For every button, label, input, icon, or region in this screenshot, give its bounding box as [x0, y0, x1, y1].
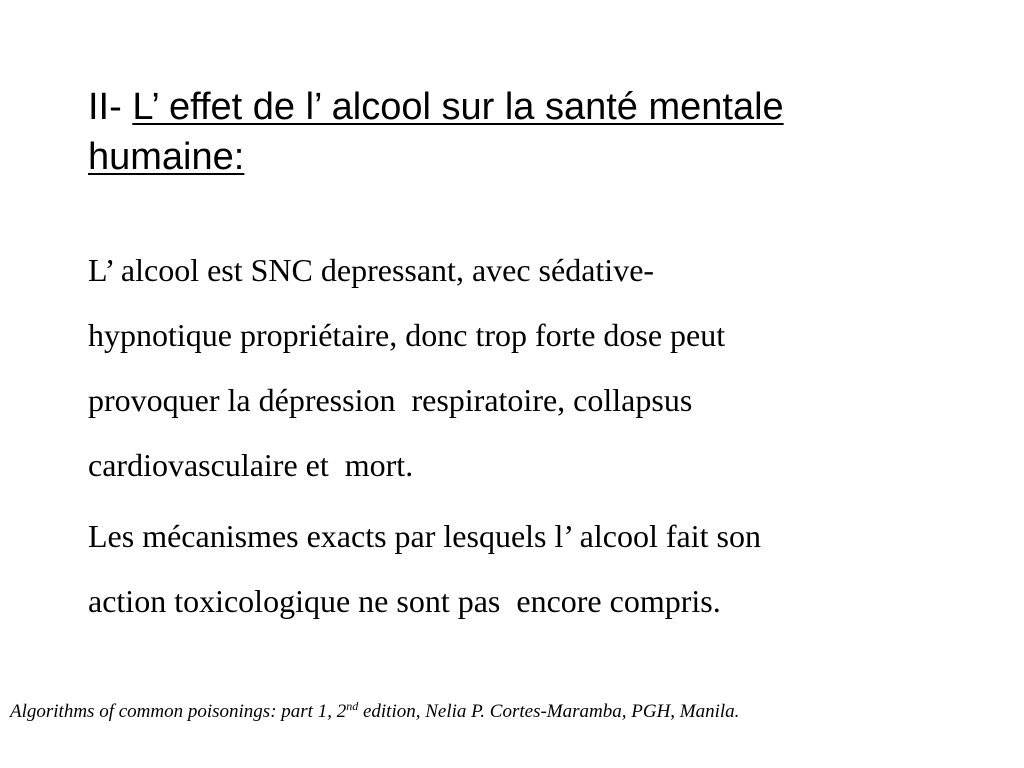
paragraph-line: provoquer la dépression respiratoire, collapsus — [88, 382, 693, 418]
paragraph-line: cardiovasculaire et mort. — [88, 447, 414, 483]
title-underlined-line-1: L’ effet de l’ alcool sur la santé mentale — [132, 86, 784, 128]
title-underlined-line-2: humaine: — [88, 136, 245, 178]
paragraph-mechanisms — [88, 504, 958, 634]
slide-body — [88, 238, 958, 640]
footnote-superscript: nd — [346, 699, 359, 713]
paragraph-alcohol-depressant — [88, 238, 958, 498]
title-prefix: II- — [88, 86, 133, 128]
footnote-text-part-1: Algorithms of common poisonings: part 1, 2 — [10, 701, 347, 722]
slide-title — [88, 82, 968, 182]
paragraph-line: action toxicologique ne sont pas encore compris. — [88, 583, 721, 619]
footnote-text-part-2: edition, Nelia P. Cortes-Maramba, PGH, Manila. — [358, 701, 740, 722]
paragraph-line: L’ alcool est SNC depressant, avec sédative- — [88, 252, 655, 288]
source-footnote — [10, 700, 1020, 724]
paragraph-line: Les mécanismes exacts par lesquels l’ alcool fait son — [88, 518, 761, 554]
paragraph-line: hypnotique propriétaire, donc trop forte dose peut — [88, 317, 726, 353]
